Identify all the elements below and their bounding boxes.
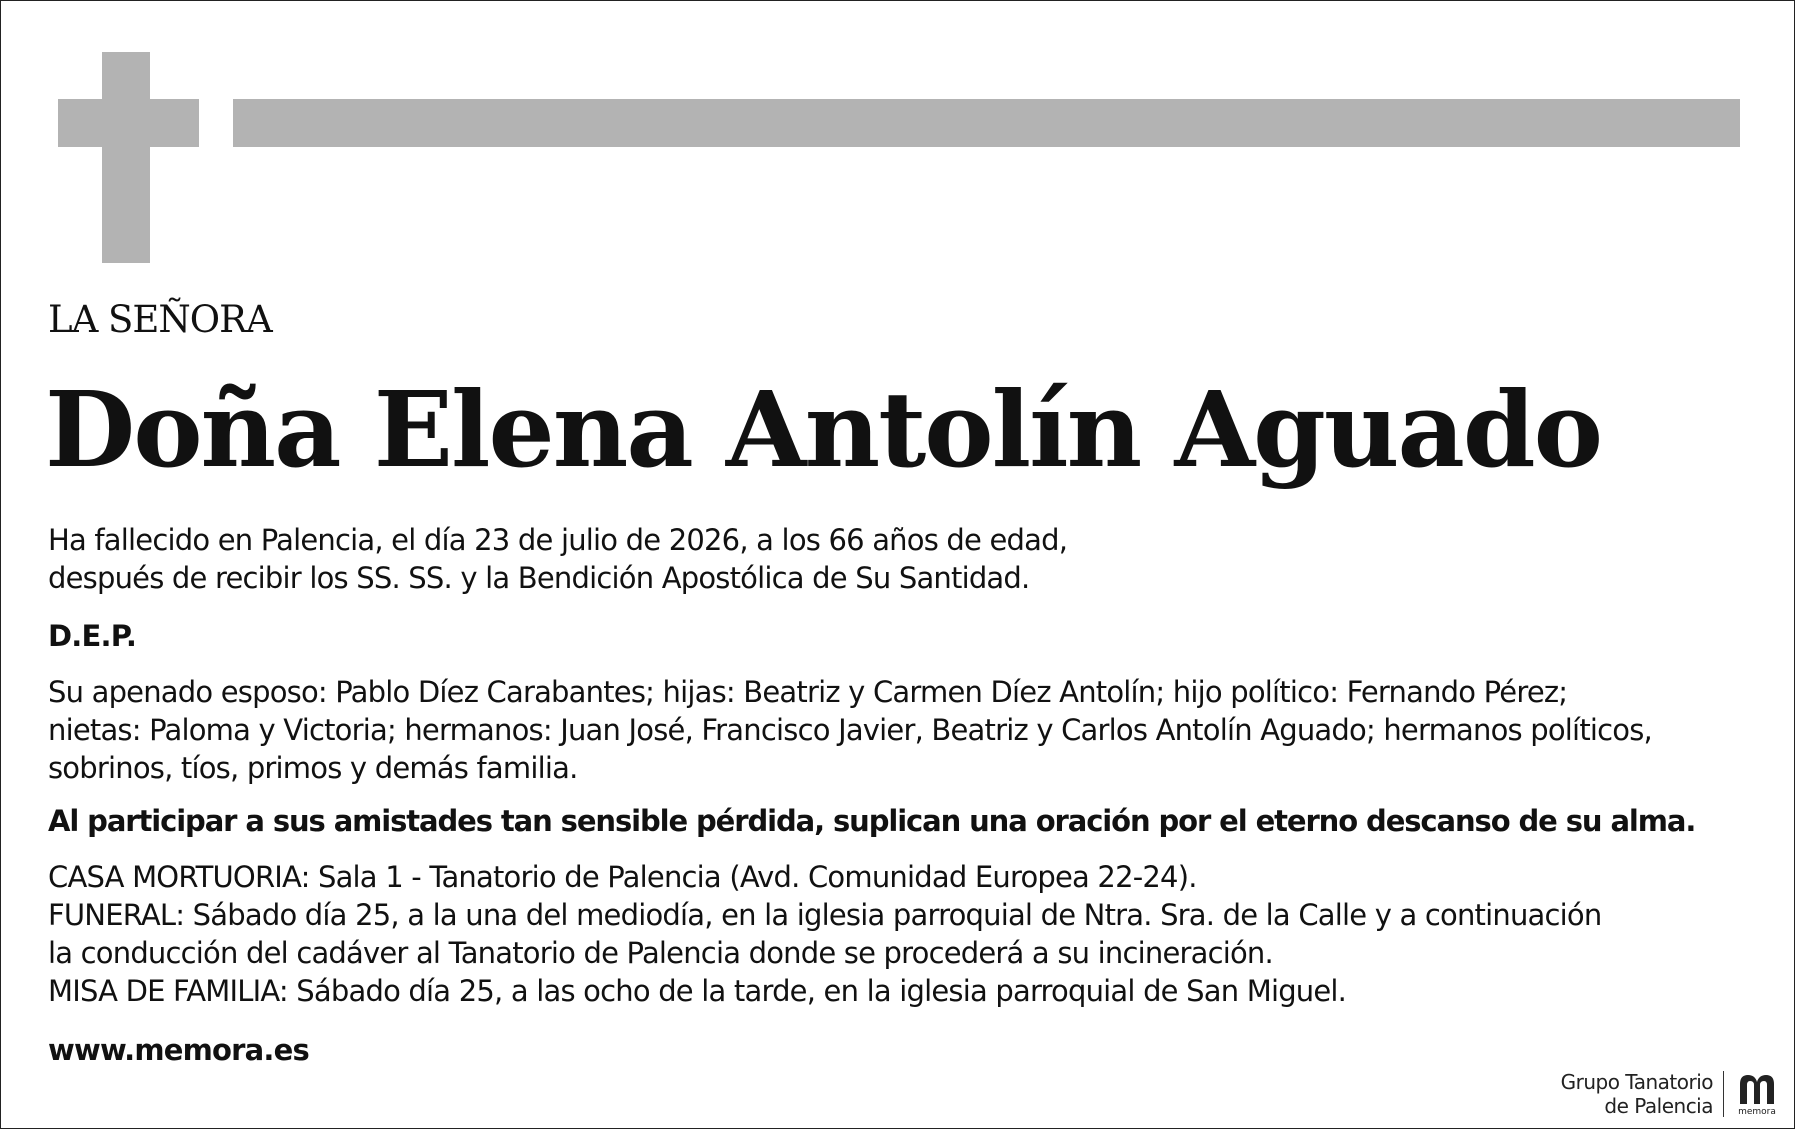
logo-text <box>1561 1070 1713 1118</box>
logo-line-2: de Palencia <box>1604 1094 1713 1118</box>
death-announcement <box>48 521 1067 597</box>
death-line: después de recibir los SS. SS. y la Bendición Apostólica de Su Santidad. <box>48 561 1030 595</box>
logo-line-1: Grupo Tanatorio <box>1560 1070 1713 1094</box>
website-link[interactable]: www.memora.es <box>48 1033 309 1067</box>
memora-mark-icon <box>1736 1072 1778 1106</box>
service-details <box>48 858 1601 1010</box>
service-line-funeral: FUNERAL: Sábado día 25, a la una del mediodía, en la iglesia parroquial de Ntra. Sra. de la Calle y a continuación <box>48 898 1602 932</box>
deceased-name: Doña Elena Antolín Aguado <box>45 368 1601 491</box>
cross-icon-horizontal-bar <box>58 99 199 147</box>
logo-mark-label: memora <box>1738 1106 1776 1117</box>
family-list <box>48 673 1652 787</box>
memora-logo-icon <box>1736 1072 1778 1117</box>
death-line: Ha fallecido en Palencia, el día 23 de julio de 2026, a los 66 años de edad, <box>48 523 1068 557</box>
honorific: LA SEÑORA <box>48 298 272 341</box>
funeral-home-logo <box>1561 1070 1778 1118</box>
header-rule-bar <box>233 99 1740 147</box>
service-line-misa-familia: MISA DE FAMILIA: Sábado día 25, a las ocho de la tarde, en la iglesia parroquial de San Miguel. <box>48 974 1347 1008</box>
service-line-casa-mortuoria: CASA MORTUORIA: Sala 1 - Tanatorio de Palencia (Avd. Comunidad Europea 22-24). <box>48 860 1197 894</box>
family-line: nietas: Paloma y Victoria; hermanos: Juan José, Francisco Javier, Beatriz y Carlos Antolín Aguado; hermanos políticos, <box>48 713 1652 747</box>
dep-text: D.E.P. <box>48 619 137 653</box>
family-line: Su apenado esposo: Pablo Díez Carabantes; hijas: Beatriz y Carmen Díez Antolín; hijo político: Fernando Pérez; <box>48 675 1568 709</box>
family-line: sobrinos, tíos, primos y demás familia. <box>48 751 578 785</box>
cross-icon-vertical-bar <box>102 52 150 263</box>
service-line-funeral-continued: la conducción del cadáver al Tanatorio de Palencia donde se procederá a su incineración. <box>48 936 1273 970</box>
logo-divider <box>1723 1071 1724 1117</box>
plea-text: Al participar a sus amistades tan sensible pérdida, suplican una oración por el eterno descanso de su alma. <box>48 804 1696 838</box>
